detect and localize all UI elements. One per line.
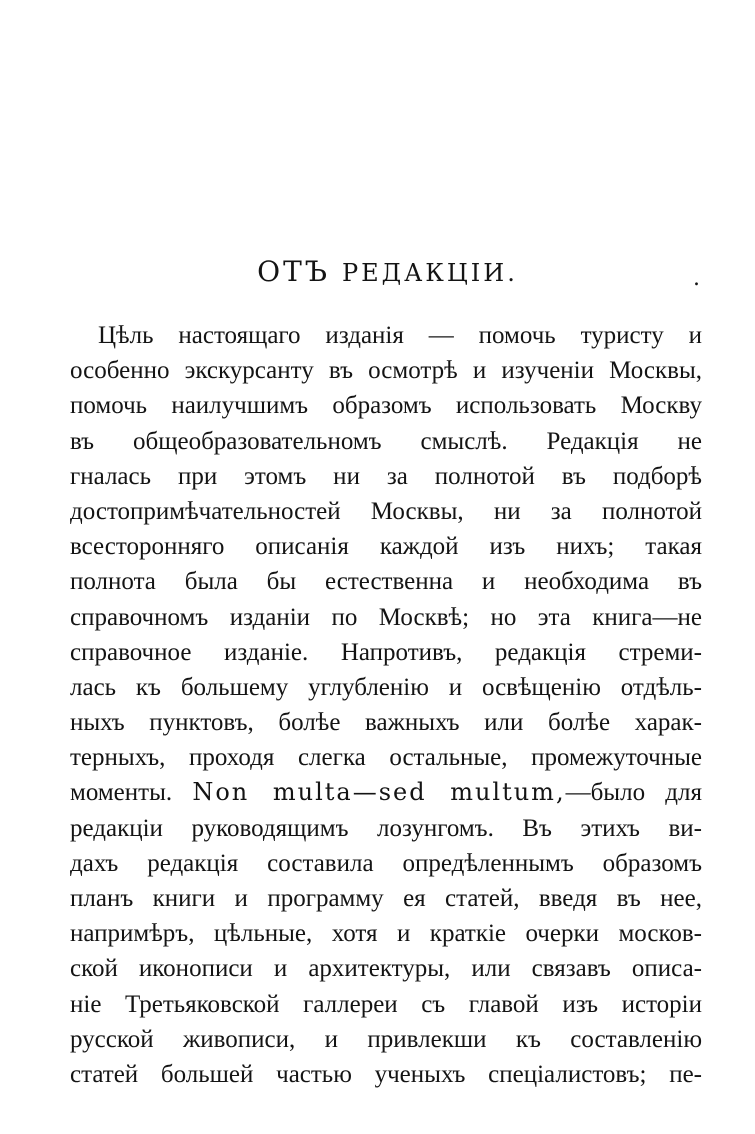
stray-dot: . bbox=[693, 266, 700, 291]
text-line: справочномъ изданіи по Москвѣ; но эта книга—не bbox=[70, 603, 702, 631]
text-line: ніе Третьяковской галлереи съ главой изъ исторіи bbox=[70, 990, 702, 1018]
text-line: дахъ редакція составила опредѣленнымъ образомъ bbox=[70, 849, 702, 877]
page-title bbox=[0, 252, 755, 293]
text-line: достопримѣчательностей Москвы, ни за полнотой bbox=[70, 497, 702, 525]
text-line: ской иконописи и архитектуры, или связавъ описа- bbox=[70, 955, 702, 983]
preface-text bbox=[70, 318, 702, 1092]
text-line: особенно экскурсанту въ осмотрѣ и изученіи Москвы, bbox=[70, 357, 702, 385]
motto-tail: —было для bbox=[565, 779, 702, 807]
text-line: справочное изданіе. Напротивъ, редакція стреми- bbox=[70, 638, 702, 666]
text-line: гналась при этомъ ни за полнотой въ подборѣ bbox=[70, 462, 702, 490]
text-line: Цѣль настоящаго изданія — помочь туристу и bbox=[98, 322, 702, 349]
text-line: планъ книги и программу ея статей, введя въ нее, bbox=[70, 885, 702, 912]
text-line: редакціи руководящимъ лозунгомъ. Въ этихъ ви- bbox=[70, 814, 702, 842]
title-word-from: ОТЪ bbox=[257, 255, 342, 288]
text-line: помочь наилучшимъ образомъ использовать Москву bbox=[70, 392, 702, 420]
title-word-editors: РЕДАКЦІИ. bbox=[341, 259, 518, 287]
text-line: напримѣръ, цѣльные, хотя и краткіе очерки москов- bbox=[70, 920, 702, 948]
text-line-latin-motto bbox=[70, 775, 702, 810]
text-line: статей большей частью ученыхъ спеціалистовъ; пе- bbox=[70, 1060, 702, 1088]
text-line: полнота была бы естественна и необходима въ bbox=[70, 568, 702, 596]
motto-lead-in: моменты. bbox=[70, 779, 193, 807]
latin-motto: Non multa—sed multum, bbox=[192, 778, 566, 807]
text-line: терныхъ, проходя слегка остальные, промежуточные bbox=[70, 744, 702, 772]
text-line: лась къ большему углубленію и освѣщенію отдѣль- bbox=[70, 673, 702, 701]
text-line: ныхъ пунктовъ, болѣе важныхъ или болѣе харак- bbox=[70, 709, 702, 737]
text-line: въ общеобразовательномъ смыслѣ. Редакція не bbox=[70, 427, 702, 455]
text-line: русской живописи, и привлекши къ составленію bbox=[70, 1025, 702, 1053]
text-line: всесторонняго описанія каждой изъ нихъ; такая bbox=[70, 533, 702, 561]
